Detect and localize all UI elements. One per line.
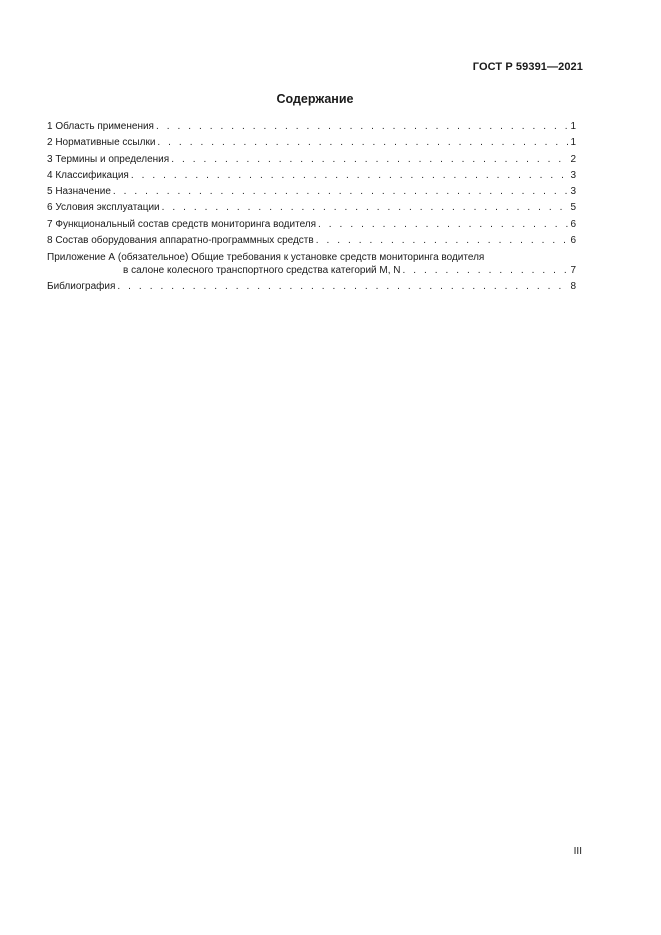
toc-entry-classification[interactable] (47, 168, 576, 184)
toc-entry-normative-references[interactable] (47, 135, 576, 151)
table-of-contents (47, 119, 576, 296)
toc-entry-page: 1 (570, 137, 576, 149)
document-code: ГОСТ Р 59391—2021 (472, 61, 583, 73)
toc-entry-annex-line1: Приложение А (обязательное) Общие требования к установке средств мониторинга водителя (47, 252, 485, 264)
dot-leader (318, 217, 569, 233)
toc-entry-functional-composition[interactable] (47, 217, 576, 233)
page-number: III (573, 846, 582, 857)
toc-entry-terms[interactable] (47, 152, 576, 168)
toc-entry-page: 8 (570, 281, 576, 293)
toc-entry-label: 3 Термины и определения (47, 153, 170, 165)
toc-entry-scope[interactable] (47, 119, 576, 135)
toc-entry-label: 2 Нормативные ссылки (47, 137, 156, 149)
dot-leader (162, 200, 570, 216)
toc-entry-page: 6 (570, 218, 576, 230)
dot-leader (403, 264, 570, 277)
toc-entry-label: Библиография (47, 281, 116, 293)
toc-entry-operating-conditions[interactable] (47, 200, 576, 216)
toc-entry-page: 7 (570, 265, 576, 277)
toc-entry-page: 1 (570, 121, 576, 132)
dot-leader (156, 119, 569, 135)
toc-entry-page: 3 (570, 169, 576, 181)
toc-entry-page: 6 (570, 235, 576, 247)
dot-leader (117, 279, 569, 295)
toc-entry-page: 5 (570, 202, 576, 214)
toc-entry-purpose[interactable] (47, 184, 576, 200)
toc-entry-label: 1 Область применения (47, 121, 154, 132)
dot-leader (131, 168, 570, 184)
dot-leader (113, 184, 570, 200)
toc-entry-label: 4 Классификация (47, 169, 129, 181)
toc-entry-equipment-composition[interactable] (47, 233, 576, 249)
dot-leader (316, 233, 570, 249)
toc-entry-label: 7 Функциональный состав средств мониторинга водителя (47, 218, 317, 230)
toc-entry-annex-a[interactable] (47, 249, 576, 279)
dot-leader (171, 152, 569, 168)
toc-entry-page: 2 (570, 153, 576, 165)
dot-leader (157, 135, 569, 151)
toc-entry-annex-line2: в салоне колесного транспортного средства категорий M, N (123, 265, 401, 277)
toc-entry-bibliography[interactable] (47, 279, 576, 295)
toc-entry-label: 5 Назначение (47, 186, 111, 198)
toc-entry-label: 6 Условия эксплуатации (47, 202, 160, 214)
toc-title: Содержание (276, 92, 354, 106)
toc-entry-page: 3 (570, 186, 576, 198)
toc-entry-label: 8 Состав оборудования аппаратно-программных средств (47, 235, 314, 247)
